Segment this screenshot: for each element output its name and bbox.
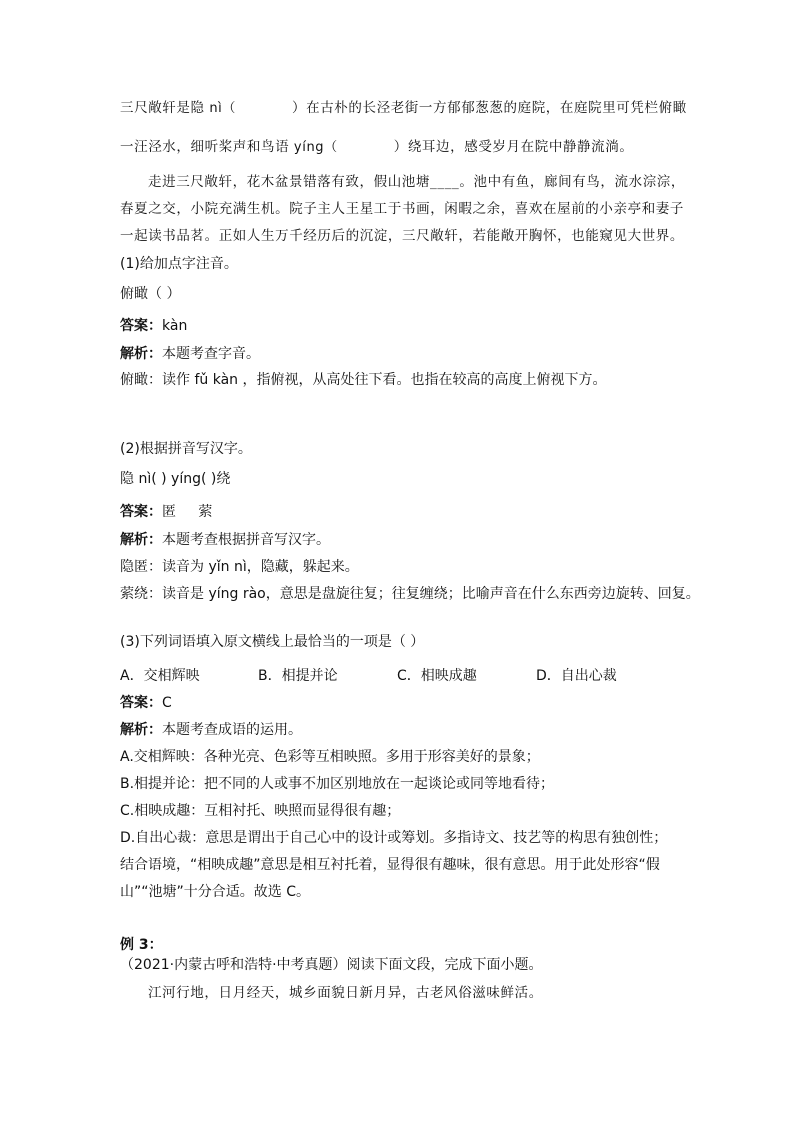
- analysis-label: 解析：: [120, 532, 162, 548]
- passage-line-3: 走进三尺敞轩，花木盆景错落有致，假山池塘____。池中有鱼，廊间有鸟，流水淙淙，: [148, 174, 685, 190]
- example-3-source: （2021·内蒙古呼和浩特·中考真题）阅读下面文段，完成下面小题。: [120, 957, 543, 973]
- passage-line-1-end: ）在古朴的长泾老街一方郁郁葱葱的庭院，在庭院里可凭栏俯瞰: [292, 100, 687, 116]
- q2-analysis-text: 本题考查根据拼音写汉字。: [162, 532, 330, 548]
- q3-explanation-d: D.自出心裁：意思是谓出于自己心中的设计或筹划。多指诗文、技艺等的构思有独创性；: [120, 830, 668, 846]
- q2-answer: [120, 502, 212, 522]
- example-3-passage: 江河行地，日月经天，城乡面貌日新月异，古老风俗滋味鲜活。: [148, 985, 543, 1001]
- passage-line-2-end: ）绕耳边，感受岁月在院中静静流淌。: [393, 139, 634, 155]
- example-3-heading: 例 3：: [120, 937, 163, 953]
- q1-analysis-text: 本题考查字音。: [162, 346, 260, 362]
- q1-answer-value: kàn: [162, 318, 188, 334]
- q3-conclusion-2: 山”“池塘”十分合适。故选 C。: [120, 884, 310, 900]
- q3-option-d: D．自出心裁: [536, 668, 617, 684]
- q1-title: (1)给加点字注音。: [120, 256, 238, 272]
- passage-line-2: [120, 137, 633, 158]
- q2-title: (2)根据拼音写汉字。: [120, 441, 252, 457]
- q2-detail-2: 萦绕：读音是 yíng rào，意思是盘旋往复；往复缠绕；比喻声音在什么东西旁边旋转、回复。: [120, 586, 700, 602]
- pinyin-ying: yíng（: [289, 140, 338, 155]
- q1-detail: 俯瞰：读作 fǔ kàn ，指俯视，从高处往下看。也指在较高的高度上俯视下方。: [120, 372, 607, 388]
- q3-analysis: [120, 720, 302, 740]
- q3-explanation-b: B.相提并论：把不同的人或事不加区别地放在一起谈论或同等地看待；: [120, 776, 555, 792]
- q3-explanation-a: A.交相辉映：各种光亮、色彩等互相映照。多用于形容美好的景象；: [120, 749, 540, 765]
- q2-answer-value: 匿 萦: [162, 504, 213, 520]
- q3-option-b: B．相提并论: [258, 668, 338, 684]
- passage-line-2-start: 一汪泾水，细听桨声和鸟语: [120, 139, 290, 155]
- passage-line-5: 一起读书品茗。正如人生万千经历后的沉淀，三尺敞轩，若能敞开胸怀，也能窥见大世界。: [120, 228, 684, 244]
- answer-label: 答案：: [120, 318, 162, 334]
- q3-answer-value: C: [162, 695, 172, 711]
- q1-analysis: [120, 344, 260, 364]
- answer-label: 答案：: [120, 695, 162, 711]
- q1-answer: [120, 316, 187, 336]
- q1-prompt: 俯瞰（ ）: [120, 286, 181, 302]
- pinyin-ni: nì（: [204, 101, 236, 116]
- analysis-label: 解析：: [120, 346, 162, 362]
- q3-analysis-text: 本题考查成语的运用。: [162, 722, 302, 738]
- passage-line-1-start: 三尺敞轩是隐: [120, 100, 205, 116]
- q3-answer: [120, 693, 172, 713]
- q3-option-c: C．相映成趣: [397, 668, 477, 684]
- q3-title: (3)下列词语填入原文横线上最恰当的一项是（ ）: [120, 634, 425, 650]
- passage-line-1: [120, 98, 687, 119]
- q2-prompt: 隐 nì( ) yíng( )绕: [120, 471, 231, 487]
- answer-label: 答案：: [120, 504, 162, 520]
- q2-analysis: [120, 530, 330, 550]
- analysis-label: 解析：: [120, 722, 162, 738]
- passage-line-4: 春夏之交，小院充满生机。院子主人王星工于书画，闲暇之余，喜欢在屋前的小亲亭和妻子: [120, 201, 684, 217]
- q3-option-a: A．交相辉映: [120, 668, 200, 684]
- q3-conclusion-1: 结合语境，“相映成趣”意思是相互衬托着，显得很有趣味，很有意思。用于此处形容“假: [120, 857, 660, 873]
- q3-explanation-c: C.相映成趣：互相衬托、映照而显得很有趣；: [120, 803, 401, 819]
- q2-detail-1: 隐匿：读音为 yǐn nì，隐藏，躲起来。: [120, 559, 359, 575]
